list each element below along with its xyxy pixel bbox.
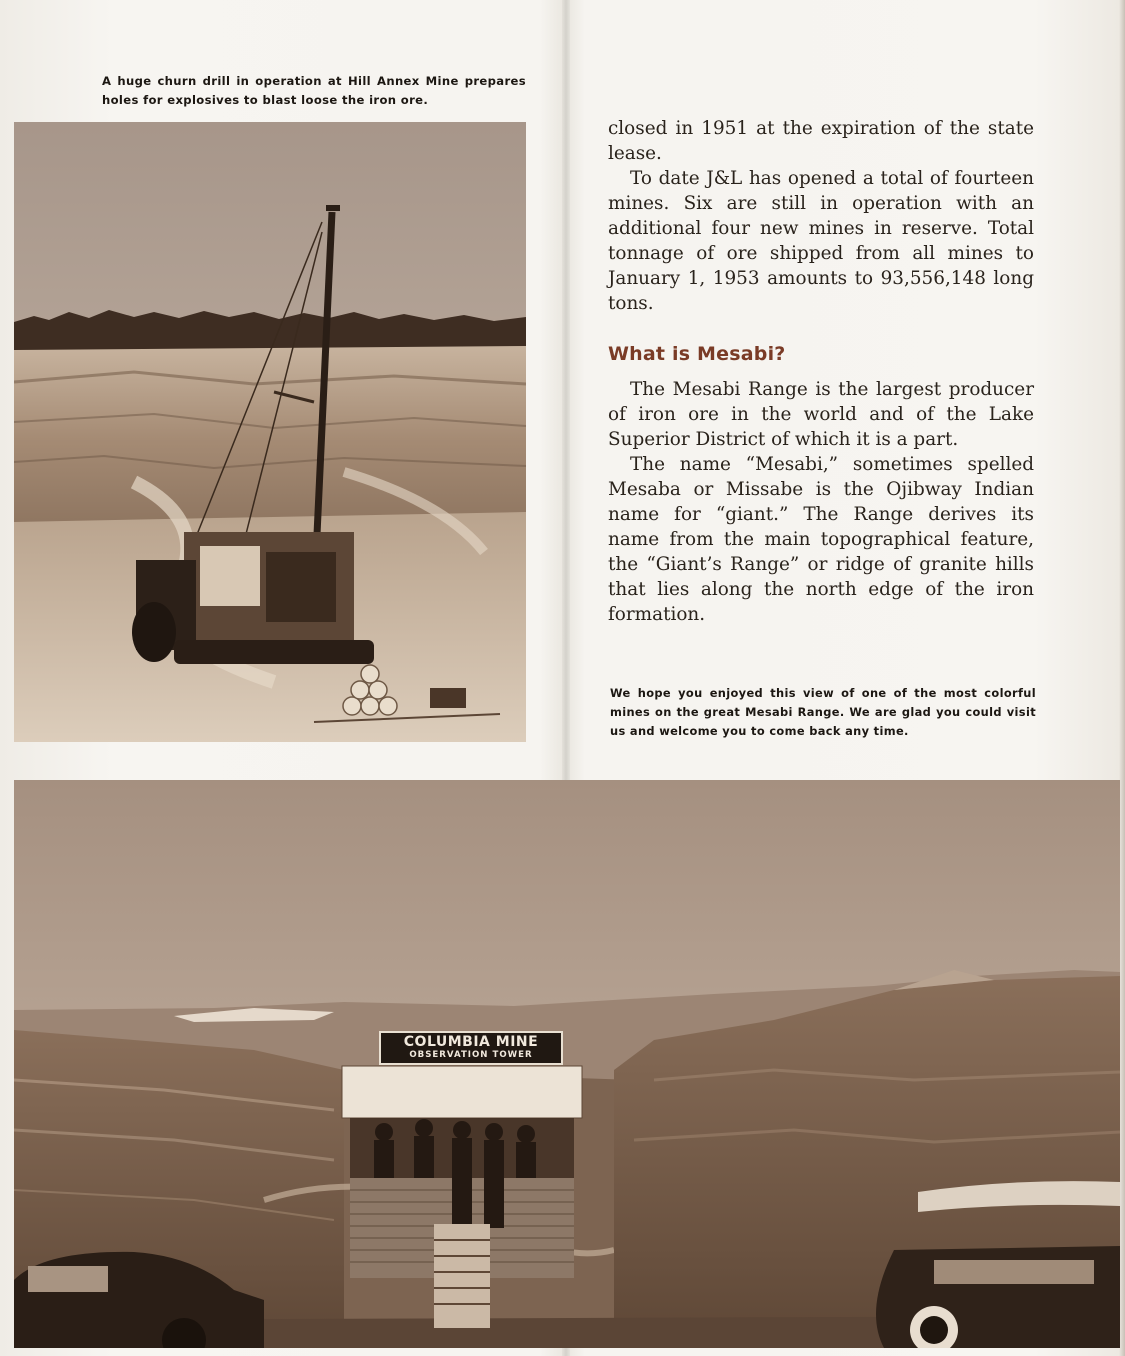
churn-drill-photo: [14, 122, 526, 742]
paragraph-lease: closed in 1951 at the expiration of the state lease.: [608, 118, 1034, 164]
paragraph-largest-producer: The Mesabi Range is the largest producer of iron ore in the world and of the Lake Superior District of which it is a part.: [608, 379, 1034, 450]
sign-line-1: COLUMBIA MINE: [403, 1034, 539, 1050]
paragraph-mines-total: To date J&L has opened a total of fourteen mines. Six are still in operation with an additional four new mines in reserve. Total tonnage of ore shipped from all mines to January 1, 1953 amounts to 93,556,148 long tons.: [608, 168, 1034, 314]
article-text-column: [608, 116, 1034, 627]
section-heading: What is Mesabi?: [608, 343, 786, 365]
closing-note: We hope you enjoyed this view of one of the most colorful mines on the great Mesabi Range. We are glad you could visit us and welcome you to come back any time.: [610, 686, 1036, 738]
sign-line-2: OBSERVATION TOWER: [409, 1050, 533, 1060]
columbia-mine-sign: [379, 1031, 563, 1065]
observation-tower-photo: [14, 780, 1120, 1348]
paragraph-name-origin: The name “Mesabi,” sometimes spelled Mesaba or Missabe is the Ojibway Indian name for “giant.” The Range derives its name from the main topographical feature, the “Giant’s Range” or ridge of granite hills that lies along the north edge of the iron formation.: [608, 454, 1034, 625]
drill-photo-caption: A huge churn drill in operation at Hill Annex Mine prepares holes for explosives to blast loose the iron ore.: [102, 74, 526, 107]
